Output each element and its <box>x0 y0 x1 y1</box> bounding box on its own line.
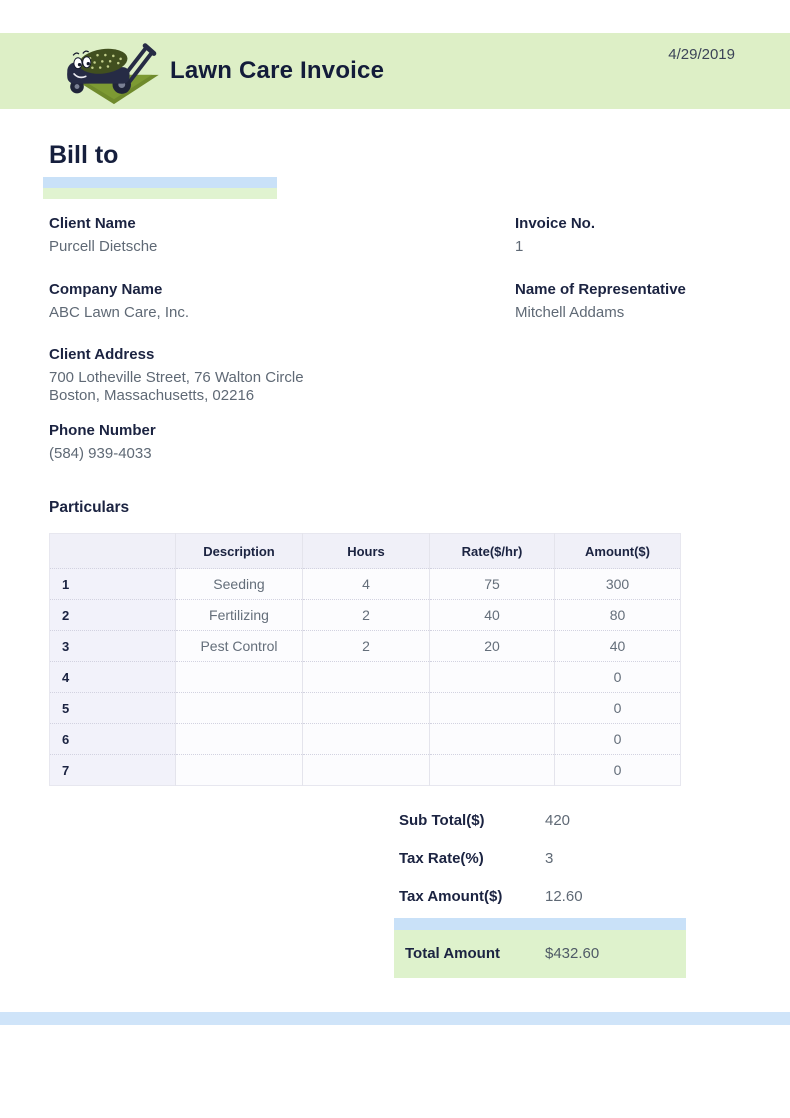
client-name-value: Purcell Dietsche <box>49 238 158 255</box>
cell-rate <box>430 755 555 786</box>
representative-field <box>515 281 686 322</box>
cell-amount: 80 <box>555 600 681 631</box>
total-amount-block <box>394 930 686 978</box>
company-name-value: ABC Lawn Care, Inc. <box>49 304 190 321</box>
cell-description: Fertilizing <box>176 600 303 631</box>
cell-rate: 20 <box>430 631 555 662</box>
cell-description: Seeding <box>176 569 303 600</box>
invoice-no-field <box>515 215 595 256</box>
table-row <box>50 569 681 600</box>
cell-amount: 0 <box>555 662 681 693</box>
cell-hours: 2 <box>303 631 430 662</box>
accent-bar-green <box>43 188 277 199</box>
row-number: 2 <box>50 600 176 631</box>
phone-number-field <box>49 422 156 463</box>
client-name-label: Client Name <box>49 215 136 232</box>
table-row <box>50 631 681 662</box>
cell-hours <box>303 755 430 786</box>
cell-rate: 75 <box>430 569 555 600</box>
cell-amount: 0 <box>555 693 681 724</box>
representative-label: Name of Representative <box>515 281 686 298</box>
cell-rate <box>430 693 555 724</box>
company-name-label: Company Name <box>49 281 163 298</box>
header-band <box>0 33 790 109</box>
client-address-line1: 700 Lotheville Street, 76 Walton Circle <box>49 369 304 386</box>
cell-hours: 2 <box>303 600 430 631</box>
tax-rate-label: Tax Rate(%) <box>399 850 484 867</box>
subtotal-value: 420 <box>545 812 571 829</box>
representative-value: Mitchell Addams <box>515 304 625 321</box>
total-amount-value: $432.60 <box>545 945 600 962</box>
invoice-date: 4/29/2019 <box>668 46 735 63</box>
particulars-heading: Particulars <box>49 499 130 516</box>
table-row <box>50 693 681 724</box>
client-address-label: Client Address <box>49 346 155 363</box>
cell-hours <box>303 693 430 724</box>
cell-description: Pest Control <box>176 631 303 662</box>
bill-to-heading: Bill to <box>49 141 119 169</box>
table-header-row <box>50 534 681 569</box>
client-address-field <box>49 346 304 405</box>
row-number: 7 <box>50 755 176 786</box>
table-row <box>50 662 681 693</box>
subtotal-label: Sub Total($) <box>399 812 485 829</box>
row-number: 4 <box>50 662 176 693</box>
cell-rate <box>430 662 555 693</box>
total-amount-label: Total Amount <box>405 945 500 962</box>
tax-rate-value: 3 <box>545 850 554 867</box>
accent-bar-blue <box>43 177 277 188</box>
row-number: 3 <box>50 631 176 662</box>
invoice-no-label: Invoice No. <box>515 215 596 232</box>
cell-description <box>176 755 303 786</box>
cell-hours <box>303 724 430 755</box>
table-row <box>50 724 681 755</box>
tax-rate-row <box>399 850 691 868</box>
phone-number-value: (584) 939-4033 <box>49 445 152 462</box>
row-number: 6 <box>50 724 176 755</box>
particulars-table <box>49 533 681 786</box>
invoice-no-value: 1 <box>515 238 524 255</box>
lawn-mower-logo <box>62 35 164 107</box>
total-accent-bar <box>394 918 686 930</box>
cell-hours: 4 <box>303 569 430 600</box>
company-name-field <box>49 281 189 322</box>
phone-number-label: Phone Number <box>49 422 156 439</box>
col-header-amount: Amount($) <box>555 534 681 569</box>
cell-amount: 40 <box>555 631 681 662</box>
tax-amount-row <box>399 888 691 906</box>
cell-description <box>176 693 303 724</box>
col-header-description: Description <box>176 534 303 569</box>
cell-description <box>176 662 303 693</box>
page-title: Lawn Care Invoice <box>170 57 385 84</box>
table-row <box>50 600 681 631</box>
row-number: 1 <box>50 569 176 600</box>
table-row <box>50 755 681 786</box>
footer-accent-bar <box>0 1012 790 1025</box>
col-header-rate: Rate($/hr) <box>430 534 555 569</box>
subtotal-row <box>399 812 691 830</box>
client-address-line2: Boston, Massachusetts, 02216 <box>49 387 255 404</box>
col-header-hours: Hours <box>303 534 430 569</box>
row-number: 5 <box>50 693 176 724</box>
client-name-field <box>49 215 157 256</box>
cell-description <box>176 724 303 755</box>
cell-hours <box>303 662 430 693</box>
cell-rate <box>430 724 555 755</box>
cell-amount: 300 <box>555 569 681 600</box>
cell-rate: 40 <box>430 600 555 631</box>
cell-amount: 0 <box>555 755 681 786</box>
col-header-number <box>50 534 176 569</box>
cell-amount: 0 <box>555 724 681 755</box>
tax-amount-label: Tax Amount($) <box>399 888 503 905</box>
tax-amount-value: 12.60 <box>545 888 583 905</box>
